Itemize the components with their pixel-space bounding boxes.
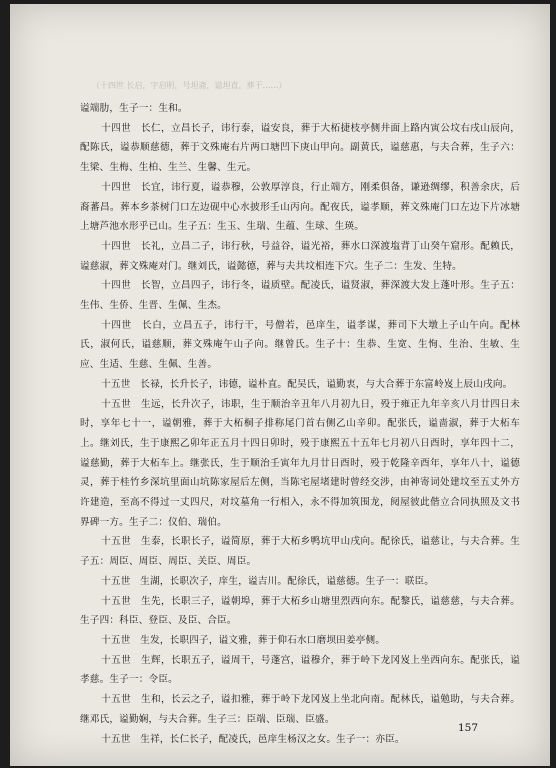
- book-page: [10, 4, 550, 766]
- paragraph: 十五世 长禄，长升长子，讳德，谥朴直。配吴氏，谥勤衷，与大合葬于东富岭岌上辰山戌向。: [101, 378, 513, 390]
- paragraph: 十五世 生辉，长职五子，谥周干，号蓬宫，谥穆介，葬于岭下龙冈岌上坐西向东。配张氏，谥孝慈。生子一：令臣。: [80, 654, 520, 686]
- page-body: [80, 99, 520, 749]
- paragraph: 十五世 生湖，长职次子，庠生，谥吉川。配徐氏，谥慈德。生子一：联臣。: [101, 575, 435, 587]
- paragraph: 十五世 生和，长云之子，谥扣雅，葬于岭下龙冈岌上坐北向南。配林氏，谥勉助，与夫合葬。继邓氏，谥勤娴，与夫合葬。生子三：臣端、臣瑞、臣盛。: [80, 694, 520, 725]
- paragraph: 十四世 长智，立昌四子，讳行冬，谥质壁。配凌氏，谥贤淑，葬深渡大发上蓬叶形。生子五：生伟、生侨、生晋、生佩、生杰。: [80, 280, 520, 312]
- bleed-through-text: （十四世 长启，字启明，号坦斋，谥坦直，葬于……）: [92, 81, 287, 90]
- paragraph: 谥端肋，生子一：生和。: [80, 103, 188, 114]
- page-number: 157: [458, 722, 479, 734]
- paragraph: 十四世 长礼，立昌二子，讳行秋，号益谷，谥光裕，葬水口深渡塩背丁山癸午窟形。配赖氏，谥慈淑，葬文殊庵对门。继刘氏，谥懿德，葬与夫共坟相连下穴。生子二：生发、生特。: [80, 240, 520, 272]
- paragraph: 十五世 生祥，长仁长子，配凌氏，邑庠生杨汉之女。生子一：亦臣。: [101, 733, 405, 745]
- paragraph: 十四世 长白，立昌五子，讳行干，号僧若，邑庠生，谥孝谋，葬司下大墩上子山午向。配林氏，淑何氏，谥慈顺，葬文殊庵午山子向。继曾氏。生子十：生恭、生宽、生恂、生治、生敏、生应、生适、生慈、生佩、生善。: [80, 319, 520, 371]
- paragraph: 十四世 长宜，讳行夏，谥恭穆，公敦厚淳良，行止端方，刚柔俱备，谦逊绸缪，积善余庆，后裔蕃昌。葬本乡茶树门口左边砚中心水披形壬山丙向。配夜氏，谥孝顺，葬文殊庵门口左边下片冰塘上塘芦池水形乎已山。生子五：生玉、生瑞、生蕴、生球、生瑛。: [80, 181, 520, 233]
- paragraph: 十五世 生远，长升次子，讳职，生于顺治辛丑年八月初九日，殁于雍正九年辛亥八月廿四日未时，享年七十一，谥朝雅，葬于大柘桐子排称尾门首右侧乙山辛卯。配张氏，谥啬淑，葬于大柘车上。继刘氏，生于康熙乙卯年正五月十四日卯时，殁于康熙五十五年七月初八日酉时，享年四十二，谥慈勤，葬于大柘车上。继张氏，生于顺治壬寅年九月廿日酉时，殁于乾隆辛酉年，享年八十，谥德灵，葬于桂竹乡深坑里面山坑陈家屋后左侧，当陈宅屋堵建时曾经交涉，由神寄词处建坟至五丈外方许建造，至高不得过一丈四尺，对坟墓角一行相入，永不得加筑围龙，阋屋彼此偕立合同执照及文书界碑一方。生子二：仪伯、瑞伯。: [80, 398, 520, 528]
- paragraph: 十五世 生发，长职四子，谥文雅，葬于仰石水口磨坝田姜亭侧。: [101, 634, 386, 646]
- paragraph: 十四世 长仁，立昌长子，讳行泰，谥安良，葬于大柘捷枝亭侧井面上路内寅公坟右戌山辰向，配陈氏，谥恭顺慈德，葬于文殊庵右片两口塘凹下庚山甲向。副黄氏，谥慈惠，与夫合葬，生子六：生梁、生梅、生柏、生兰、生馨、生元。: [80, 122, 520, 174]
- paragraph: 十五世 生先，长职三子，谥朝埠，葬于大柘乡山塘里烈西向东。配黎氏，谥慈慈，与夫合葬。生子四：科臣、登臣、及臣、合臣。: [80, 595, 520, 627]
- paragraph: 十五世 生泰，长职长子，谥简原，葬于大柘乡鸭坑甲山戌向。配徐氏，谥慈让，与夫合葬。生子五：周臣、周臣、周臣、关臣、周臣。: [80, 536, 520, 568]
